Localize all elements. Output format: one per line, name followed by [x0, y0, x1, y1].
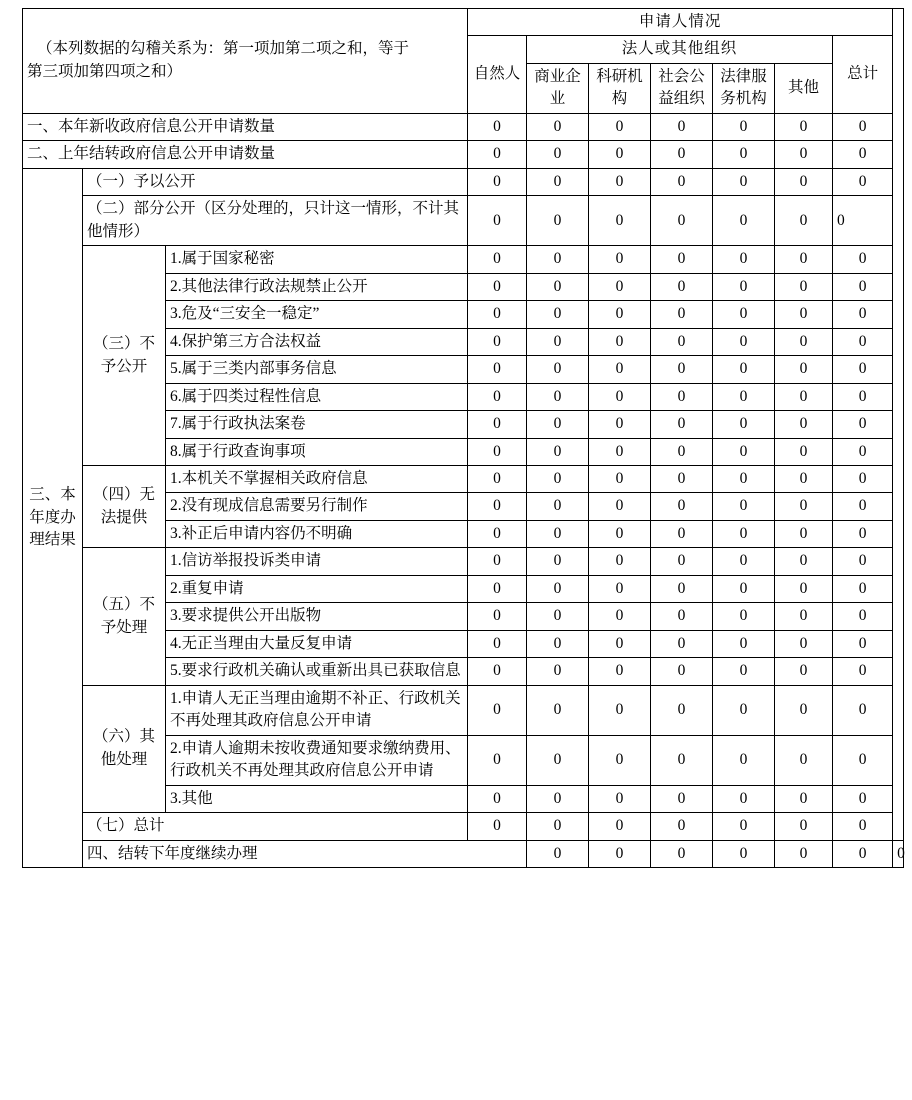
cell-value: 0 — [775, 438, 833, 465]
label-group-1-disclose: （一）予以公开 — [83, 168, 468, 195]
cell-value: 0 — [468, 548, 527, 575]
cell-value-total: 0 — [833, 113, 893, 140]
cell-value: 0 — [713, 785, 775, 812]
cell-value: 0 — [651, 113, 713, 140]
cell-value: 0 — [589, 548, 651, 575]
label-item: 3.危及“三安全一稳定” — [166, 301, 468, 328]
label-item: 1.本机关不掌握相关政府信息 — [166, 465, 468, 492]
cell-value: 0 — [527, 196, 589, 246]
label-item: 4.无正当理由大量反复申请 — [166, 630, 468, 657]
table-row-group-1 — [23, 168, 904, 195]
cell-value: 0 — [527, 328, 589, 355]
cell-value: 0 — [651, 575, 713, 602]
cell-value: 0 — [713, 658, 775, 685]
cell-value: 0 — [527, 630, 589, 657]
cell-value: 0 — [468, 735, 527, 785]
cell-value: 0 — [468, 658, 527, 685]
cell-value: 0 — [468, 196, 527, 246]
cell-value: 0 — [589, 840, 651, 867]
label-group-7-total: （七）总计 — [83, 813, 468, 840]
cell-value: 0 — [651, 685, 713, 735]
cell-value: 0 — [775, 383, 833, 410]
cell-value: 0 — [651, 735, 713, 785]
cell-value: 0 — [775, 813, 833, 840]
cell-value: 0 — [775, 196, 833, 246]
cell-value: 0 — [527, 603, 589, 630]
cell-value: 0 — [589, 493, 651, 520]
table-row-group-7-total — [23, 813, 904, 840]
cell-value: 0 — [468, 113, 527, 140]
cell-value: 0 — [468, 383, 527, 410]
cell-value: 0 — [713, 630, 775, 657]
label-item: 2.申请人逾期未按收费通知要求缴纳费用、行政机关不再处理其政府信息公开申请 — [166, 735, 468, 785]
cell-value: 0 — [713, 840, 775, 867]
cell-value: 0 — [775, 658, 833, 685]
cell-value: 0 — [651, 630, 713, 657]
cell-value: 0 — [651, 840, 713, 867]
cell-value: 0 — [527, 520, 589, 547]
header-applicant-situation: 申请人情况 — [468, 9, 893, 36]
cell-value: 0 — [713, 301, 775, 328]
cell-value-total: 0 — [833, 246, 893, 273]
cell-value: 0 — [651, 411, 713, 438]
label-item: 1.属于国家秘密 — [166, 246, 468, 273]
cell-value: 0 — [775, 328, 833, 355]
cell-value: 0 — [713, 141, 775, 168]
cell-value-total: 0 — [893, 840, 904, 867]
cell-value: 0 — [589, 196, 651, 246]
cell-value: 0 — [527, 113, 589, 140]
label-item: 7.属于行政执法案卷 — [166, 411, 468, 438]
cell-value-total: 0 — [833, 438, 893, 465]
label-group-3-nondisclosure: （三）不予公开 — [83, 246, 166, 466]
cell-value: 0 — [713, 356, 775, 383]
cell-value: 0 — [775, 301, 833, 328]
header-natural-person: 自然人 — [468, 36, 527, 113]
label-item: 3.补正后申请内容仍不明确 — [166, 520, 468, 547]
cell-value: 0 — [527, 383, 589, 410]
label-item: 2.重复申请 — [166, 575, 468, 602]
label-item: 1.申请人无正当理由逾期不补正、行政机关不再处理其政府信息公开申请 — [166, 685, 468, 735]
cell-value: 0 — [527, 658, 589, 685]
label-carry-forward-next-year: 四、结转下年度继续办理 — [83, 840, 527, 867]
cell-value: 0 — [651, 785, 713, 812]
cell-value: 0 — [775, 113, 833, 140]
cell-value: 0 — [527, 575, 589, 602]
cell-value: 0 — [589, 273, 651, 300]
cell-value-total: 0 — [833, 493, 893, 520]
cell-value: 0 — [651, 493, 713, 520]
cell-value: 0 — [651, 356, 713, 383]
cell-value: 0 — [775, 493, 833, 520]
cell-value: 0 — [527, 273, 589, 300]
cell-value: 0 — [527, 141, 589, 168]
cell-value: 0 — [468, 465, 527, 492]
table-row-group-6-item-1 — [23, 685, 904, 735]
cell-value: 0 — [775, 465, 833, 492]
label-item: 6.属于四类过程性信息 — [166, 383, 468, 410]
cell-value: 0 — [527, 438, 589, 465]
cell-value: 0 — [651, 465, 713, 492]
cell-value: 0 — [713, 113, 775, 140]
label-item: 3.其他 — [166, 785, 468, 812]
cell-value: 0 — [775, 520, 833, 547]
cell-value: 0 — [651, 246, 713, 273]
cell-value: 0 — [468, 273, 527, 300]
label-section-3-results: 三、本年度办理结果 — [23, 168, 83, 867]
cell-value: 0 — [468, 685, 527, 735]
cell-value: 0 — [527, 411, 589, 438]
header-commercial-enterprise: 商业企业 — [527, 63, 589, 113]
table-row-group-4-item-1 — [23, 465, 904, 492]
header-other-org: 其他 — [775, 63, 833, 113]
table-row-group-3-item-1 — [23, 246, 904, 273]
cell-value: 0 — [775, 168, 833, 195]
cell-value: 0 — [468, 630, 527, 657]
cell-value-total: 0 — [833, 603, 893, 630]
label-group-5-no-processing: （五）不予处理 — [83, 548, 166, 685]
cell-value: 0 — [589, 301, 651, 328]
header-total: 总计 — [833, 36, 893, 113]
cell-value: 0 — [775, 141, 833, 168]
cell-value: 0 — [589, 141, 651, 168]
cell-value: 0 — [589, 246, 651, 273]
cell-value: 0 — [651, 658, 713, 685]
cell-value: 0 — [527, 548, 589, 575]
cell-value: 0 — [589, 785, 651, 812]
cell-value: 0 — [468, 411, 527, 438]
cell-value-total: 0 — [833, 356, 893, 383]
cell-value: 0 — [468, 520, 527, 547]
label-item: 3.要求提供公开出版物 — [166, 603, 468, 630]
cell-value: 0 — [468, 301, 527, 328]
cell-value: 0 — [651, 813, 713, 840]
cell-value: 0 — [589, 328, 651, 355]
cell-value: 0 — [651, 196, 713, 246]
cell-value: 0 — [527, 168, 589, 195]
cell-value-total: 0 — [833, 273, 893, 300]
cell-value: 0 — [468, 328, 527, 355]
cell-value-total: 0 — [833, 196, 893, 246]
label-group-2-partial-disclose: （二）部分公开（区分处理的，只计这一情形，不计其他情形） — [83, 196, 468, 246]
cell-value: 0 — [468, 356, 527, 383]
cell-value: 0 — [713, 575, 775, 602]
cell-value: 0 — [527, 735, 589, 785]
cell-value: 0 — [468, 575, 527, 602]
cell-value: 0 — [651, 603, 713, 630]
header-legal-service-org: 法律服务机构 — [713, 63, 775, 113]
cell-value: 0 — [713, 735, 775, 785]
cell-value: 0 — [589, 383, 651, 410]
label-item: 2.其他法律行政法规禁止公开 — [166, 273, 468, 300]
label-group-6-other-processing: （六）其他处理 — [83, 685, 166, 812]
label-item: 8.属于行政查询事项 — [166, 438, 468, 465]
cell-value: 0 — [468, 168, 527, 195]
cell-value: 0 — [468, 141, 527, 168]
cell-value: 0 — [651, 301, 713, 328]
cell-value-total: 0 — [833, 301, 893, 328]
cell-value: 0 — [589, 735, 651, 785]
header-research-institution: 科研机构 — [589, 63, 651, 113]
header-legal-or-other-org: 法人或其他组织 — [527, 36, 833, 63]
cell-value: 0 — [775, 630, 833, 657]
cell-value-total: 0 — [833, 575, 893, 602]
cell-value: 0 — [589, 168, 651, 195]
cell-value: 0 — [651, 328, 713, 355]
cell-value: 0 — [713, 168, 775, 195]
cell-value-total: 0 — [833, 168, 893, 195]
note-line-1: （本列数据的勾稽关系为：第一项加第二项之和，等于 — [37, 40, 410, 58]
header-social-welfare-org: 社会公益组织 — [651, 63, 713, 113]
cell-value: 0 — [651, 520, 713, 547]
calculation-note-cell — [23, 9, 468, 114]
cell-value-total: 0 — [833, 548, 893, 575]
cell-value: 0 — [713, 328, 775, 355]
cell-value-total: 0 — [833, 685, 893, 735]
cell-value: 0 — [589, 113, 651, 140]
cell-value: 0 — [775, 411, 833, 438]
cell-value: 0 — [468, 438, 527, 465]
cell-value-total: 0 — [833, 785, 893, 812]
cell-value: 0 — [527, 785, 589, 812]
cell-value: 0 — [589, 575, 651, 602]
cell-value: 0 — [775, 548, 833, 575]
cell-value-total: 0 — [833, 735, 893, 785]
cell-value: 0 — [527, 356, 589, 383]
cell-value: 0 — [775, 785, 833, 812]
cell-value: 0 — [713, 411, 775, 438]
cell-value: 0 — [775, 735, 833, 785]
cell-value: 0 — [713, 548, 775, 575]
cell-value: 0 — [775, 273, 833, 300]
cell-value: 0 — [527, 465, 589, 492]
cell-value: 0 — [713, 493, 775, 520]
note-line-2: 第三项加第四项之和） — [27, 62, 183, 80]
cell-value: 0 — [589, 658, 651, 685]
cell-value: 0 — [713, 273, 775, 300]
cell-value: 0 — [713, 196, 775, 246]
cell-value-total: 0 — [833, 630, 893, 657]
government-info-disclosure-table — [22, 8, 904, 868]
cell-value-total: 0 — [833, 141, 893, 168]
label-item: 2.没有现成信息需要另行制作 — [166, 493, 468, 520]
cell-value: 0 — [468, 813, 527, 840]
cell-value: 0 — [527, 493, 589, 520]
cell-value: 0 — [589, 685, 651, 735]
cell-value: 0 — [651, 383, 713, 410]
table-row-section-2 — [23, 141, 904, 168]
cell-value-total: 0 — [833, 813, 893, 840]
cell-value: 0 — [775, 356, 833, 383]
cell-value: 0 — [713, 465, 775, 492]
cell-value: 0 — [651, 273, 713, 300]
cell-value: 0 — [713, 685, 775, 735]
cell-value-total: 0 — [833, 328, 893, 355]
cell-value: 0 — [468, 246, 527, 273]
cell-value: 0 — [713, 246, 775, 273]
cell-value: 0 — [527, 301, 589, 328]
cell-value-total: 0 — [833, 520, 893, 547]
table-row-section-4 — [23, 840, 904, 867]
cell-value: 0 — [651, 168, 713, 195]
cell-value-total: 0 — [833, 658, 893, 685]
cell-value: 0 — [651, 141, 713, 168]
cell-value: 0 — [468, 603, 527, 630]
cell-value: 0 — [527, 840, 589, 867]
cell-value: 0 — [589, 520, 651, 547]
cell-value: 0 — [775, 246, 833, 273]
table-row-section-1 — [23, 113, 904, 140]
cell-value: 0 — [713, 813, 775, 840]
cell-value: 0 — [713, 603, 775, 630]
label-carried-over-applications: 二、上年结转政府信息公开申请数量 — [23, 141, 468, 168]
cell-value: 0 — [589, 630, 651, 657]
cell-value: 0 — [589, 356, 651, 383]
table-row-group-2 — [23, 196, 904, 246]
cell-value: 0 — [651, 548, 713, 575]
cell-value: 0 — [468, 785, 527, 812]
cell-value: 0 — [775, 685, 833, 735]
cell-value: 0 — [589, 438, 651, 465]
cell-value-total: 0 — [833, 383, 893, 410]
cell-value: 0 — [651, 438, 713, 465]
label-item: 5.要求行政机关确认或重新出具已获取信息 — [166, 658, 468, 685]
label-item: 5.属于三类内部事务信息 — [166, 356, 468, 383]
cell-value: 0 — [527, 813, 589, 840]
cell-value: 0 — [775, 603, 833, 630]
cell-value: 0 — [589, 813, 651, 840]
cell-value: 0 — [833, 840, 893, 867]
cell-value: 0 — [713, 520, 775, 547]
cell-value-total: 0 — [833, 465, 893, 492]
cell-value: 0 — [589, 465, 651, 492]
cell-value: 0 — [589, 603, 651, 630]
cell-value: 0 — [468, 493, 527, 520]
cell-value-total: 0 — [833, 411, 893, 438]
cell-value: 0 — [713, 438, 775, 465]
cell-value: 0 — [713, 383, 775, 410]
label-item: 4.保护第三方合法权益 — [166, 328, 468, 355]
cell-value: 0 — [775, 575, 833, 602]
label-new-applications-this-year: 一、本年新收政府信息公开申请数量 — [23, 113, 468, 140]
header-row-1 — [23, 9, 904, 36]
cell-value: 0 — [527, 685, 589, 735]
cell-value: 0 — [775, 840, 833, 867]
cell-value: 0 — [527, 246, 589, 273]
label-group-4-unable-to-provide: （四）无法提供 — [83, 465, 166, 547]
label-item: 1.信访举报投诉类申请 — [166, 548, 468, 575]
table-row-group-5-item-1 — [23, 548, 904, 575]
cell-value: 0 — [589, 411, 651, 438]
